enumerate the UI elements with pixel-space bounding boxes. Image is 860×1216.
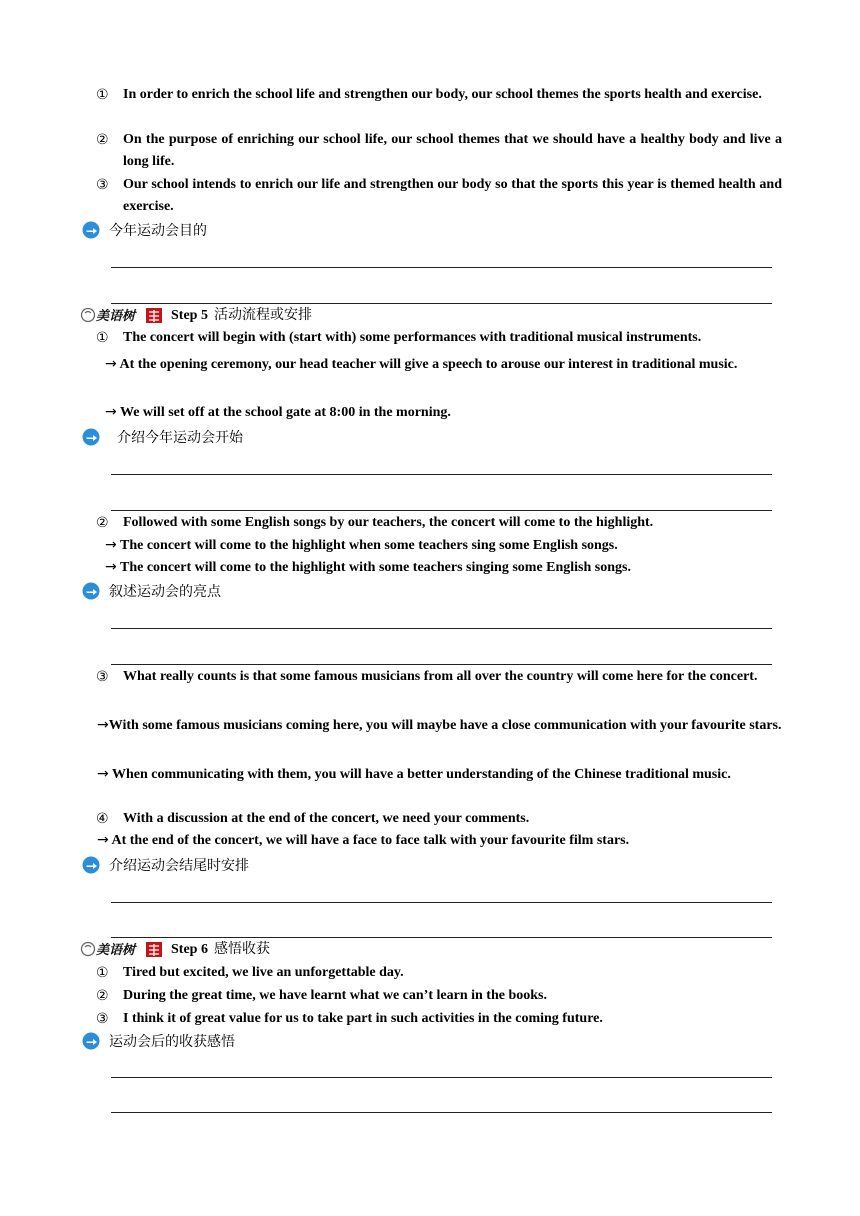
- arrow-icon: →: [97, 832, 109, 848]
- pointing-hand-icon: [82, 428, 102, 446]
- prompt-text: 运动会后的收获感悟: [109, 1034, 235, 1050]
- rewrite-text: When communicating with them, you will have a better understanding of the Chinese traditional music.: [111, 767, 731, 782]
- rewrite-text: We will set off at the school gate at 8:00 in the morning.: [119, 405, 451, 420]
- answer-line[interactable]: [111, 510, 772, 511]
- arrow-icon: →: [105, 404, 117, 420]
- rewrite-sentence: [105, 535, 781, 556]
- option-text: On the purpose of enriching our school life, our school themes that we should have a healthy body and live a long life.: [123, 132, 782, 169]
- step-title: 活动流程或安排: [213, 307, 312, 323]
- pointing-hand-icon: [82, 1032, 102, 1050]
- rewrite-sentence: [97, 715, 798, 736]
- logo-text: 美语树: [96, 309, 136, 324]
- arrow-icon: →: [105, 559, 117, 575]
- step-number: Step 5: [171, 308, 208, 323]
- step5-item-2: [96, 512, 782, 534]
- option-text: With a discussion at the end of the concert, we need your comments.: [123, 811, 530, 826]
- option-text: In order to enrich the school life and strengthen our body, our school themes the sports health and exercise.: [123, 87, 762, 102]
- answer-line[interactable]: [111, 1112, 772, 1113]
- option-number: ③: [96, 177, 109, 193]
- step6-item-1: [96, 962, 782, 984]
- intro-option-3: [96, 174, 782, 218]
- rewrite-sentence: [97, 764, 782, 785]
- option-number: ①: [96, 87, 109, 103]
- option-number: ②: [96, 988, 109, 1004]
- step-label: [171, 938, 270, 961]
- option-text: Our school intends to enrich our life and strengthen our body so that the sports this year is themed health and exercise.: [123, 177, 782, 214]
- answer-line[interactable]: [111, 902, 772, 903]
- option-text: Tired but excited, we live an unforgettable day.: [123, 965, 404, 980]
- step6-item-3: [96, 1008, 782, 1030]
- rewrite-text: With some famous musicians coming here, you will maybe have a close communication with your favourite stars.: [108, 718, 782, 733]
- step-title: 感悟收获: [213, 941, 270, 957]
- arrow-icon: →: [97, 717, 109, 733]
- step5-item-3: [96, 666, 782, 688]
- option-number: ②: [96, 515, 109, 531]
- option-number: ②: [96, 132, 109, 148]
- rewrite-sentence: [105, 402, 781, 423]
- step-number: Step 6: [171, 942, 208, 957]
- logo-text: 美语树: [96, 943, 136, 958]
- option-text: Followed with some English songs by our teachers, the concert will come to the highlight.: [123, 515, 654, 530]
- answer-line[interactable]: [111, 474, 772, 475]
- answer-line[interactable]: [111, 628, 772, 629]
- prompt-text: 介绍运动会结尾时安排: [109, 858, 249, 874]
- prompt-text: 今年运动会目的: [109, 223, 207, 239]
- prompt-text: 介绍今年运动会开始: [117, 430, 243, 446]
- arrow-icon: →: [105, 356, 117, 372]
- option-number: ④: [96, 811, 109, 827]
- step5-item-4: [96, 808, 782, 830]
- intro-option-1: [96, 84, 782, 106]
- prompt-text: 叙述运动会的亮点: [109, 584, 221, 600]
- option-number: ③: [96, 669, 109, 685]
- brand-logo-icon: [80, 940, 164, 958]
- intro-option-2: [96, 129, 782, 173]
- option-number: ①: [96, 330, 109, 346]
- option-number: ①: [96, 965, 109, 981]
- answer-line[interactable]: [111, 1077, 772, 1078]
- answer-line[interactable]: [111, 267, 772, 268]
- option-text: During the great time, we have learnt what we can’t learn in the books.: [123, 988, 547, 1003]
- step-label: [171, 304, 312, 327]
- rewrite-text: The concert will come to the highlight with some teachers singing some English songs.: [119, 560, 631, 575]
- rewrite-sentence: [105, 557, 781, 578]
- rewrite-sentence: [105, 354, 789, 375]
- step5-item-1: [96, 327, 782, 349]
- rewrite-text: At the end of the concert, we will have a face to face talk with your favourite film stars.: [111, 833, 630, 848]
- option-text: I think it of great value for us to take part in such activities in the coming future.: [123, 1011, 603, 1026]
- option-text: The concert will begin with (start with) some performances with traditional musical instruments.: [123, 330, 702, 345]
- pointing-hand-icon: [82, 221, 102, 239]
- rewrite-text: At the opening ceremony, our head teacher will give a speech to arouse our interest in traditional music.: [119, 357, 738, 372]
- answer-line[interactable]: [111, 664, 772, 665]
- brand-logo-icon: [80, 306, 164, 324]
- rewrite-text: The concert will come to the highlight when some teachers sing some English songs.: [119, 538, 618, 553]
- option-text: What really counts is that some famous musicians from all over the country will come here for the concert.: [123, 669, 758, 684]
- rewrite-sentence: [97, 830, 782, 851]
- pointing-hand-icon: [82, 856, 102, 874]
- option-number: ③: [96, 1011, 109, 1027]
- arrow-icon: →: [105, 537, 117, 553]
- pointing-hand-icon: [82, 582, 102, 600]
- step6-item-2: [96, 985, 782, 1007]
- arrow-icon: →: [97, 766, 109, 782]
